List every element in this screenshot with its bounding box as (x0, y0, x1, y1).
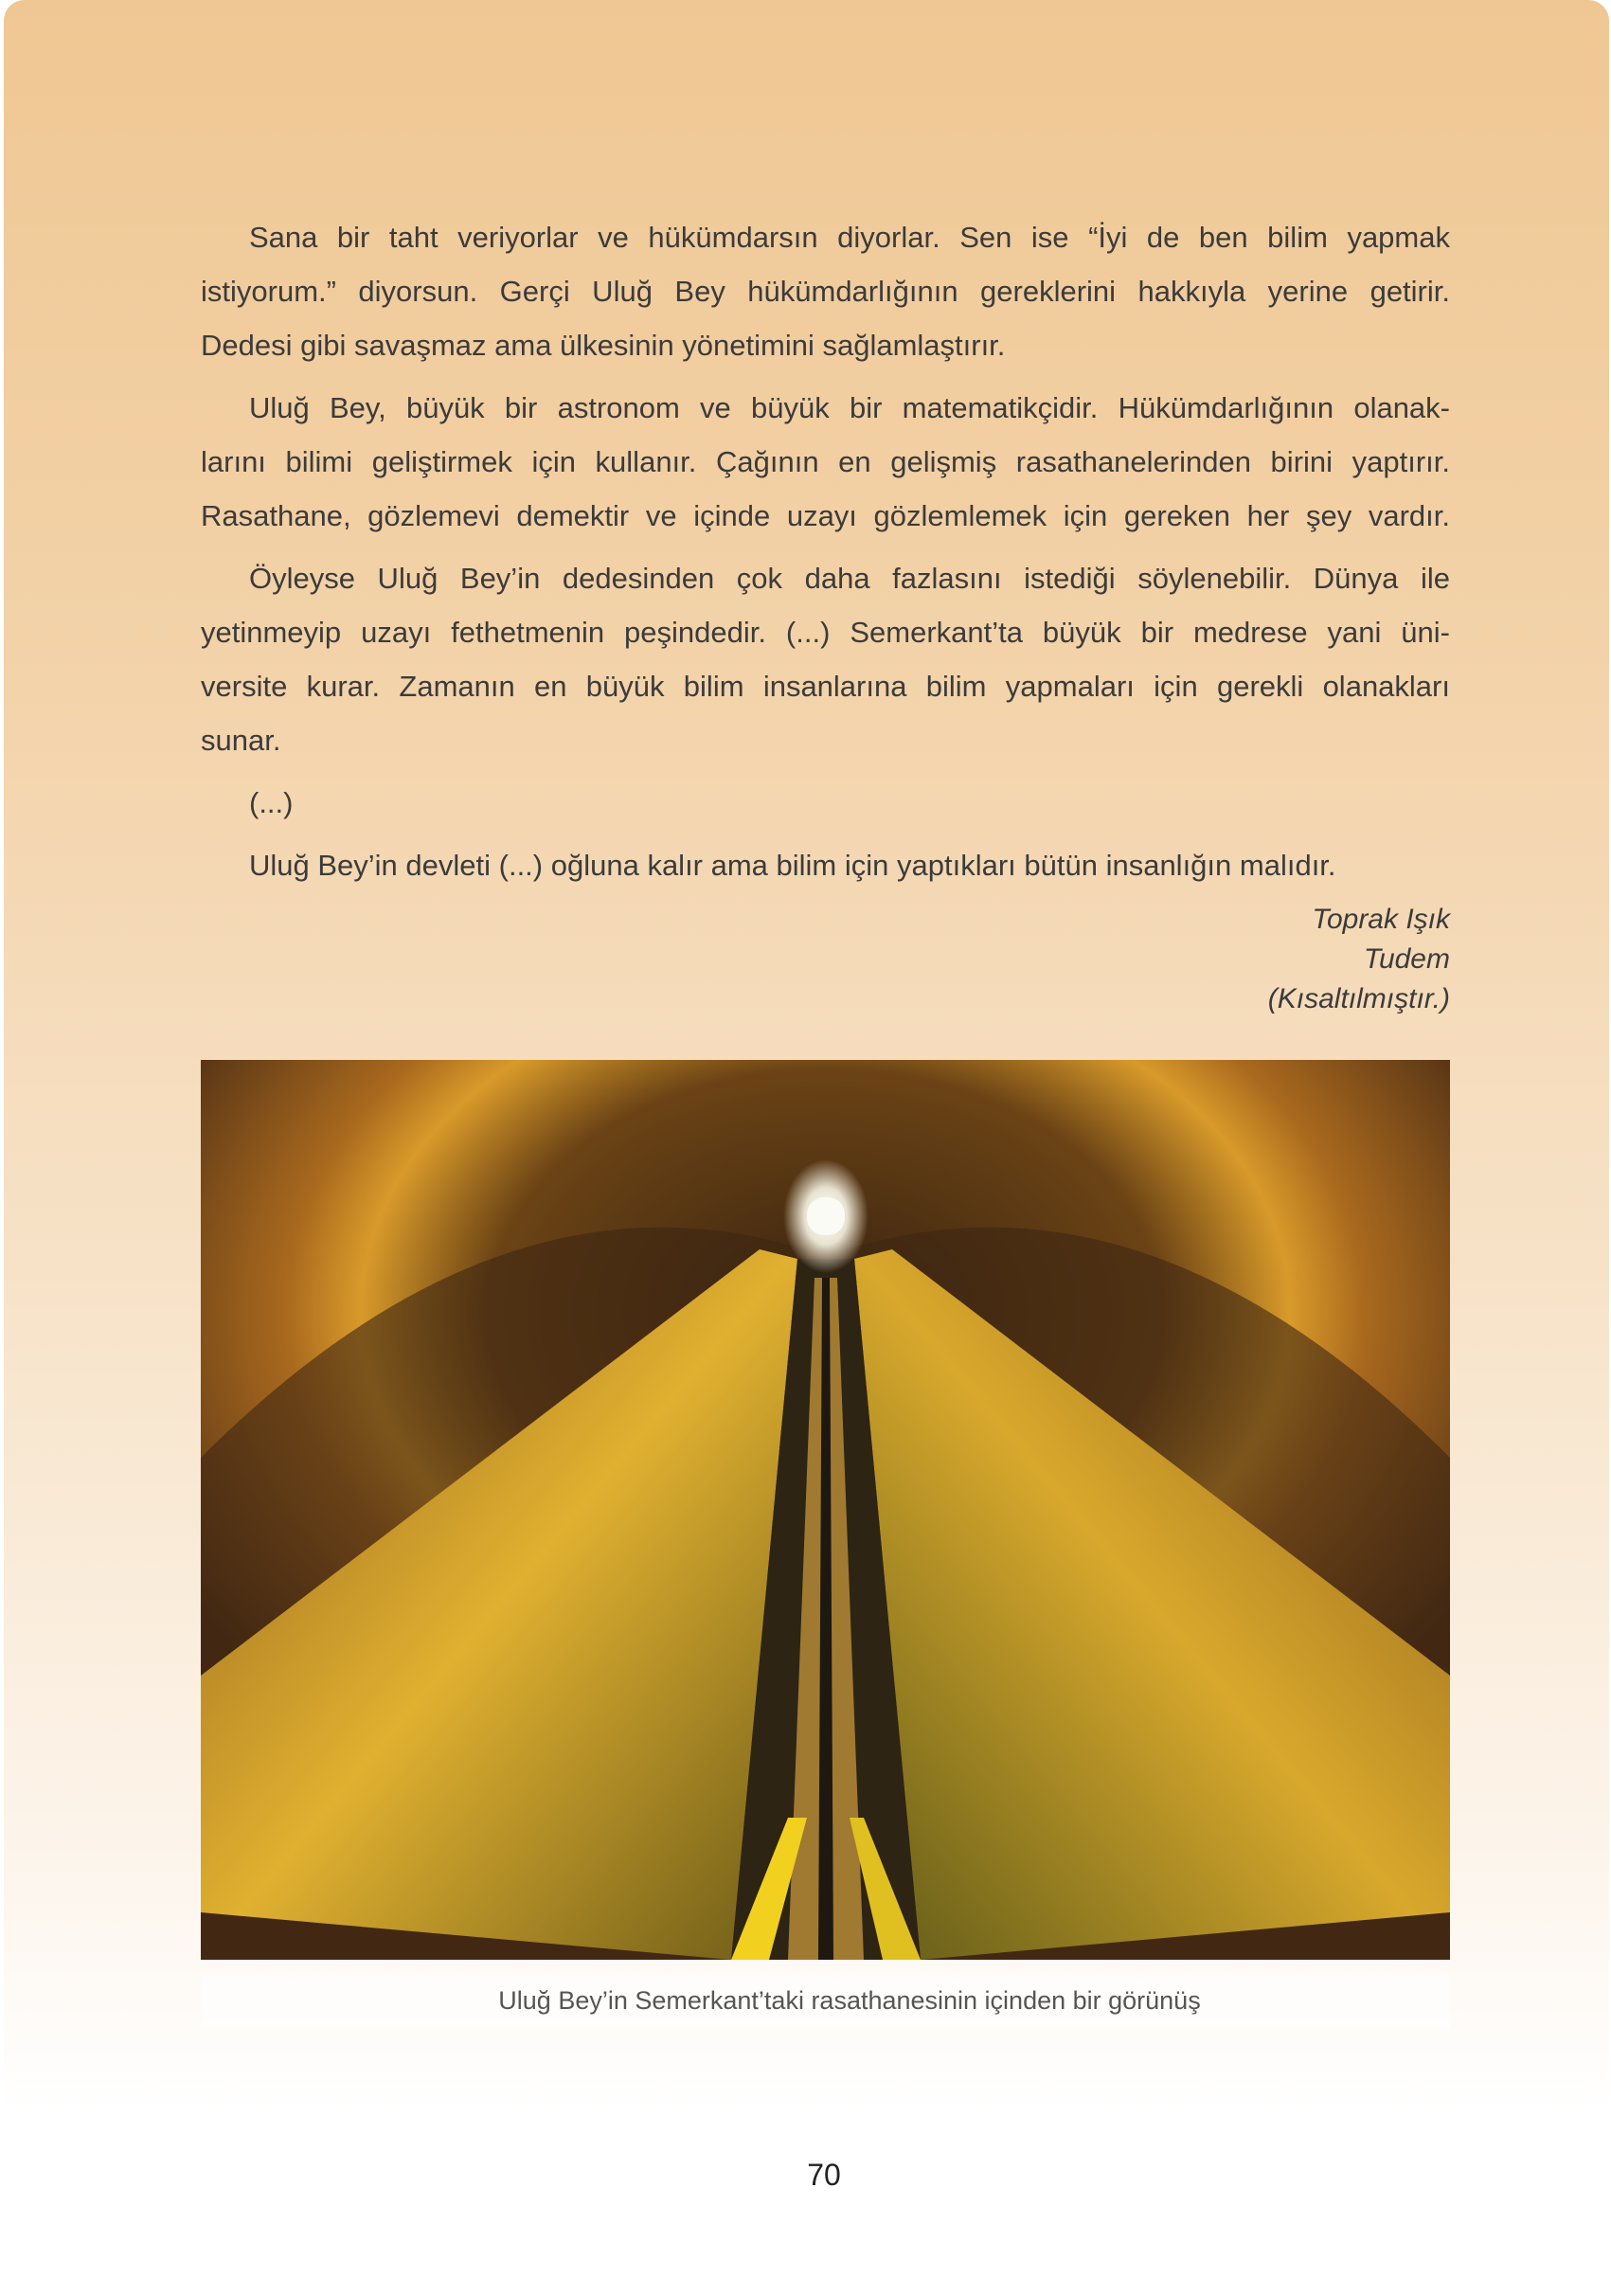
text-line: istiyorum.” diyorsun. Gerçi Uluğ Bey hükümdarlığının gereklerini hakkıyla yerine getirir. (201, 275, 1450, 308)
text-line: larını bilimi geliştirmek için kullanır. Çağının en gelişmiş rasathanelerinden birini yaptırır. (201, 445, 1450, 478)
observatory-photo (201, 1060, 1450, 1960)
publisher: Tudem (1363, 943, 1450, 975)
paragraph-2 (201, 381, 1450, 543)
text-line: sunar. (201, 724, 281, 757)
author: Toprak Işık (1312, 904, 1450, 935)
page-number: 70 (807, 2158, 841, 2192)
text-line: versite kurar. Zamanın en büyük bilim insanlarına bilim yapmaları için gerekli olanakları (201, 670, 1450, 703)
paragraph-1 (201, 210, 1450, 372)
text-line: Öyleyse Uluğ Bey’in dedesinden çok daha fazlasını istediği söylenebilir. Dünya ile (249, 562, 1450, 595)
text-line: Uluğ Bey’in devleti (...) oğluna kalır ama bilim için yaptıkları bütün insanlığın malıdır. (249, 849, 1336, 882)
figure-caption: Uluğ Bey’in Semerkant’taki rasathanesinin içinden bir görünüş (498, 1986, 1201, 2015)
text-line: Sana bir taht veriyorlar ve hükümdarsın diyorlar. Sen ise “İyi de ben bilim yapmak (249, 221, 1450, 254)
text-line: Rasathane, gözlemevi demektir ve içinde uzayı gözlemlemek için gereken her şey vardır. (201, 499, 1450, 532)
paragraph-3 (201, 551, 1450, 767)
attribution (1268, 900, 1450, 1019)
text-line: Uluğ Bey, büyük bir astronom ve büyük bir matematikçidir. Hükümdarlığının olanak- (249, 391, 1450, 424)
text-line: Dedesi gibi savaşmaz ama ülkesinin yönetimini sağlamlaştırır. (201, 329, 1006, 362)
paragraph-4 (201, 838, 1450, 892)
text-line: (...) (249, 786, 294, 819)
paragraph-ellipsis (201, 776, 1450, 830)
abridged-note: (Kısaltılmıştır.) (1267, 983, 1450, 1014)
text-line: yetinmeyip uzayı fethetmenin peşindedir. (...) Semerkant’ta büyük bir medrese yani üni- (201, 616, 1450, 649)
reading-text (201, 210, 1450, 892)
